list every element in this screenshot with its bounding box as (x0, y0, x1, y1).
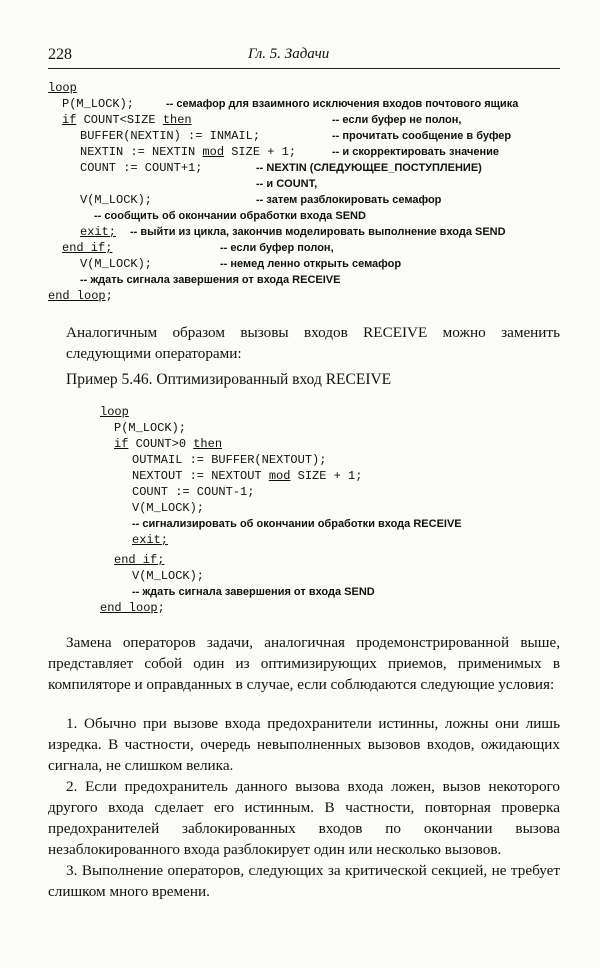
code-line: end loop; (48, 289, 113, 303)
code-line: loop (48, 81, 77, 95)
list-item: 3. Выполнение операторов, следующих за критической секцией, не требует слишком много времени. (48, 862, 560, 900)
code-comment: -- ждать сигнала завершения от входа SEND (132, 586, 375, 598)
code-line: BUFFER(NEXTIN) := INMAIL; (80, 129, 261, 143)
code-comment: -- прочитать сообщение в буфер (332, 130, 512, 142)
code-line: P(M_LOCK); (62, 97, 135, 111)
body-paragraph: Замена операторов задачи, аналогичная продемонстрированной выше, представляет собой один из оптимизирующих приемов, применимых в компиляторе и оправданных в случае, если соблюдаются следующие условия: (48, 634, 560, 693)
code-comment: -- немед ленно открыть семафор (220, 258, 402, 270)
code-comment: -- и COUNT, (256, 178, 318, 190)
code-comment: -- NEXTIN (СЛЕДУЮЩЕЕ_ПОСТУПЛЕНИЕ) (256, 162, 482, 174)
code-line: P(M_LOCK); (114, 421, 187, 435)
code-line: V(M_LOCK); (132, 501, 205, 515)
code-comment: -- выйти из цикла, закончив моделировать выполнение входа SEND (130, 226, 506, 238)
code-comment: -- ждать сигнала завершения от входа RECEIVE (80, 274, 341, 286)
code-comment: -- если буфер полон, (220, 242, 334, 254)
code-line: V(M_LOCK); (80, 257, 153, 271)
running-header (48, 46, 560, 68)
list-item: 1. Обычно при вызове входа предохранители истинны, ложны они лишь изредка. В частности, очередь невыполненных вызовов входов, ожидающих сигнала, не слишком велика. (48, 715, 560, 774)
example-heading: Пример 5.46. Оптимизированный вход RECEIVE (66, 371, 392, 388)
code-line: V(M_LOCK); (132, 569, 205, 583)
code-line: loop (100, 405, 129, 419)
code-comment: -- если буфер не полон, (332, 114, 462, 126)
code-line: COUNT := COUNT+1; (80, 161, 203, 175)
code-line: V(M_LOCK); (80, 193, 153, 207)
code-comment: -- семафор для взаимного исключения входов почтового ящика (166, 98, 519, 110)
code-line: end if; (114, 553, 165, 567)
code-line: NEXTIN := NEXTIN mod SIZE + 1; (80, 145, 297, 159)
code-comment: -- сообщить об окончании обработки входа SEND (94, 210, 366, 222)
code-line: exit; (132, 533, 169, 547)
code-line: if COUNT<SIZE then (62, 113, 192, 127)
code-line: exit; (80, 225, 117, 239)
page-number: 228 (48, 46, 72, 63)
code-line: COUNT := COUNT-1; (132, 485, 255, 499)
body-paragraph: Аналогичным образом вызовы входов RECEIVE можно заменить следующими операторами: (66, 324, 560, 362)
code-line: end loop; (100, 601, 165, 615)
code-comment: -- и скорректировать значение (332, 146, 499, 158)
list-item: 2. Если предохранитель данного вызова входа ложен, вызов некоторого другого входа сделает его истинным. В частности, повторная проверка предохранителей заблокированных входов по окончании вызова незаблокированного входа разблокирует один или несколько вызовов. (48, 778, 560, 858)
code-line: NEXTOUT := NEXTOUT mod SIZE + 1; (132, 469, 363, 483)
code-comment: -- затем разблокировать семафор (256, 194, 442, 206)
running-title: Гл. 5. Задачи (248, 46, 330, 62)
code-comment: -- сигнализировать об окончании обработки входа RECEIVE (132, 518, 462, 530)
header-rule (48, 68, 560, 69)
code-line: if COUNT>0 then (114, 437, 223, 451)
code-line: end if; (62, 241, 113, 255)
code-line: OUTMAIL := BUFFER(NEXTOUT); (132, 453, 327, 467)
